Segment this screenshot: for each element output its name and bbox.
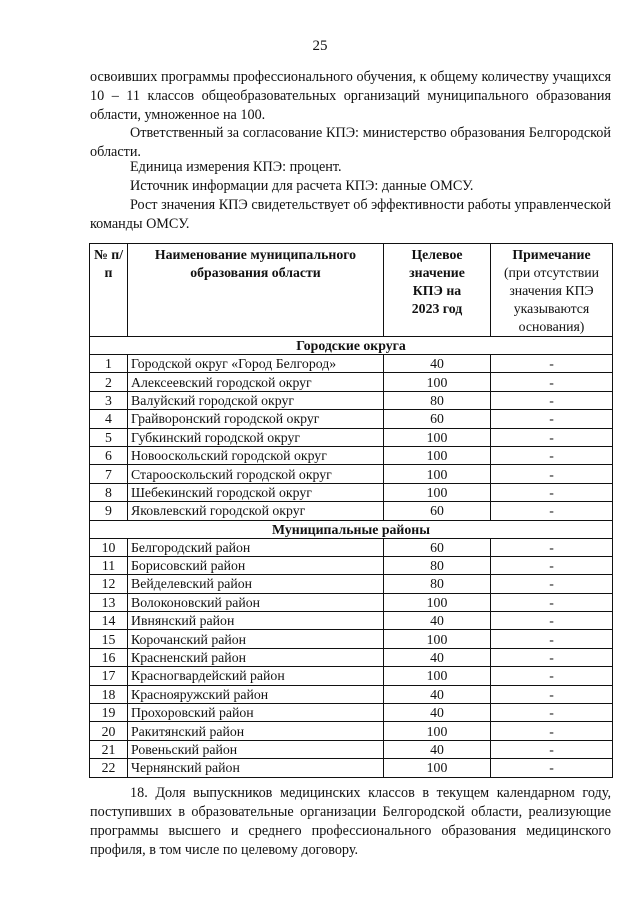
target-value: 60 [384, 502, 491, 520]
note-cell: - [491, 410, 613, 428]
target-value: 40 [384, 612, 491, 630]
target-value: 40 [384, 355, 491, 373]
row-number: 5 [90, 428, 128, 446]
note-cell: - [491, 483, 613, 501]
section-row [90, 520, 613, 538]
note-cell: - [491, 630, 613, 648]
row-number: 19 [90, 704, 128, 722]
item-18-paragraph: 18. Доля выпускников медицинских классов в текущем календарном году, поступивших в образовательные организации Белгородской области, реализующие программы высшего и среднего профессионального образования медицинского профиля, в том числе по целевому договору. [90, 785, 611, 858]
note-cell: - [491, 648, 613, 666]
table-row [90, 465, 613, 483]
municipality-name: Валуйский городской округ [128, 391, 384, 409]
municipality-name: Яковлевский городской округ [128, 502, 384, 520]
table-row [90, 428, 613, 446]
target-value: 100 [384, 667, 491, 685]
target-value: 80 [384, 391, 491, 409]
section-title: Муниципальные районы [90, 520, 613, 538]
header-note [491, 244, 613, 337]
table-row [90, 612, 613, 630]
row-number: 16 [90, 648, 128, 666]
target-value: 40 [384, 685, 491, 703]
row-number: 11 [90, 556, 128, 574]
row-number: 2 [90, 373, 128, 391]
note-cell: - [491, 759, 613, 777]
row-number: 7 [90, 465, 128, 483]
note-cell: - [491, 575, 613, 593]
table-row [90, 556, 613, 574]
note-cell: - [491, 428, 613, 446]
section-title: Городские округа [90, 337, 613, 355]
target-value: 100 [384, 465, 491, 483]
table-row [90, 483, 613, 501]
note-cell: - [491, 538, 613, 556]
note-cell: - [491, 740, 613, 758]
row-number: 15 [90, 630, 128, 648]
municipality-name: Старооскольский городской округ [128, 465, 384, 483]
table-row [90, 538, 613, 556]
table-row [90, 685, 613, 703]
municipality-name: Городской округ «Город Белгород» [128, 355, 384, 373]
target-value: 60 [384, 538, 491, 556]
note-cell: - [491, 502, 613, 520]
row-number: 8 [90, 483, 128, 501]
target-value: 80 [384, 556, 491, 574]
target-value: 100 [384, 593, 491, 611]
row-number: 12 [90, 575, 128, 593]
target-value: 100 [384, 483, 491, 501]
header-note-title: Примечание [512, 247, 591, 262]
note-cell: - [491, 722, 613, 740]
kpe-table [89, 243, 613, 778]
municipality-name: Ивнянский район [128, 612, 384, 630]
table-row [90, 373, 613, 391]
target-value: 40 [384, 648, 491, 666]
municipality-name: Вейделевский район [128, 575, 384, 593]
target-value: 100 [384, 759, 491, 777]
municipality-name: Красненский район [128, 648, 384, 666]
municipality-name: Алексеевский городской округ [128, 373, 384, 391]
source-paragraph: Источник информации для расчета КПЭ: данные ОМСУ. [130, 178, 474, 194]
note-cell: - [491, 446, 613, 464]
row-number: 3 [90, 391, 128, 409]
table-row [90, 593, 613, 611]
note-cell: - [491, 667, 613, 685]
note-cell: - [491, 391, 613, 409]
municipality-name: Волоконовский район [128, 593, 384, 611]
target-value: 100 [384, 722, 491, 740]
municipality-name: Чернянский район [128, 759, 384, 777]
table-row [90, 740, 613, 758]
table-header-row [90, 244, 613, 337]
table-row [90, 722, 613, 740]
row-number: 17 [90, 667, 128, 685]
target-value: 40 [384, 704, 491, 722]
row-number: 1 [90, 355, 128, 373]
row-number: 20 [90, 722, 128, 740]
row-number: 18 [90, 685, 128, 703]
municipality-name: Красногвардейский район [128, 667, 384, 685]
table-row [90, 391, 613, 409]
intro-paragraph: освоивших программы профессионального обучения, к общему количеству учащихся 10 – 11 классов общеобразовательных организаций муниципального образования области, умноженное на 100. [90, 69, 611, 123]
header-name: Наименование муниципального образования области [128, 244, 384, 337]
note-cell: - [491, 373, 613, 391]
row-number: 21 [90, 740, 128, 758]
note-cell: - [491, 685, 613, 703]
table-row [90, 759, 613, 777]
row-number: 9 [90, 502, 128, 520]
municipality-name: Краснояружский район [128, 685, 384, 703]
note-cell: - [491, 465, 613, 483]
municipality-name: Шебекинский городской округ [128, 483, 384, 501]
note-cell: - [491, 593, 613, 611]
table-row [90, 648, 613, 666]
target-value: 40 [384, 740, 491, 758]
row-number: 10 [90, 538, 128, 556]
municipality-name: Корочанский район [128, 630, 384, 648]
header-num: № п/п [90, 244, 128, 337]
row-number: 13 [90, 593, 128, 611]
page-number: 25 [312, 38, 328, 54]
municipality-name: Новооскольский городской округ [128, 446, 384, 464]
table-row [90, 667, 613, 685]
note-cell: - [491, 556, 613, 574]
header-note-sub: (при отсутствии значения КПЭ указываются основания) [503, 265, 600, 334]
table-row [90, 575, 613, 593]
target-value: 60 [384, 410, 491, 428]
growth-paragraph: Рост значения КПЭ свидетельствует об эффективности работы управленческой команды ОМСУ. [90, 197, 611, 232]
table-row [90, 446, 613, 464]
target-value: 100 [384, 428, 491, 446]
row-number: 14 [90, 612, 128, 630]
unit-paragraph: Единица измерения КПЭ: процент. [130, 159, 342, 175]
target-value: 80 [384, 575, 491, 593]
note-cell: - [491, 704, 613, 722]
municipality-name: Белгородский район [128, 538, 384, 556]
target-value: 100 [384, 446, 491, 464]
row-number: 4 [90, 410, 128, 428]
table-row [90, 355, 613, 373]
municipality-name: Губкинский городской округ [128, 428, 384, 446]
note-cell: - [491, 355, 613, 373]
table-row [90, 630, 613, 648]
target-value: 100 [384, 373, 491, 391]
municipality-name: Ракитянский район [128, 722, 384, 740]
row-number: 6 [90, 446, 128, 464]
note-cell: - [491, 612, 613, 630]
target-value: 100 [384, 630, 491, 648]
header-target: Целевое значение КПЭ на 2023 год [384, 244, 491, 337]
table-row [90, 704, 613, 722]
municipality-name: Прохоровский район [128, 704, 384, 722]
section-row [90, 337, 613, 355]
municipality-name: Борисовский район [128, 556, 384, 574]
municipality-name: Ровеньский район [128, 740, 384, 758]
responsible-paragraph: Ответственный за согласование КПЭ: министерство образования Белгородской области. [90, 125, 611, 160]
municipality-name: Грайворонский городской округ [128, 410, 384, 428]
table-row [90, 502, 613, 520]
table-row [90, 410, 613, 428]
row-number: 22 [90, 759, 128, 777]
